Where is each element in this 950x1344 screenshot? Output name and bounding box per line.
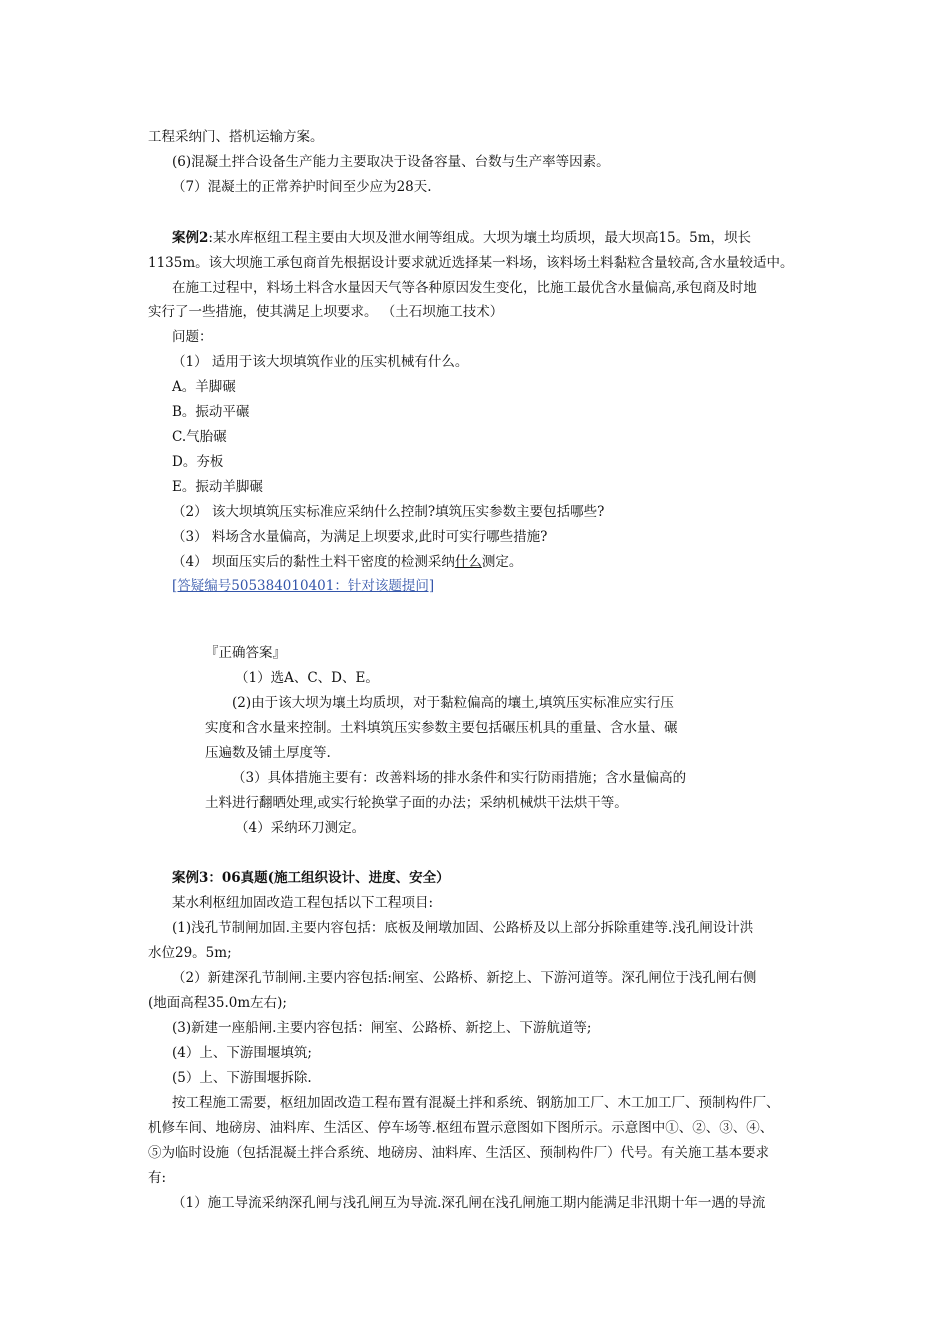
option-a: A。羊脚碾 [172, 379, 236, 395]
question-4-underlined: 什么 [454, 554, 482, 570]
item-5: (5）上、下游围堰拆除. [172, 1070, 312, 1086]
text-line: 工程采纳门、搭机运输方案。 [148, 129, 324, 145]
case3-title: 案例3：06真题(施工组织设计、进度、安全） [172, 870, 450, 886]
answer-2-cont: 压遍数及铺土厚度等. [205, 745, 331, 761]
answer-2: (2)由于该大坝为壤土均质坝，对于黏粒偏高的壤土,填筑压实标准应实行压 [232, 695, 674, 711]
option-d: D。夯板 [172, 454, 224, 470]
item-1: (1)浅孔节制闸加固.主要内容包括：底板及闸墩加固、公路桥及以上部分拆除重建等.浅孔闸设计洪 [172, 920, 754, 936]
case2-first-line [172, 229, 751, 247]
item-2: （2）新建深孔节制闸.主要内容包括:闸室、公路桥、新挖上、下游河道等。深孔闸位于浅孔闸右侧 [172, 970, 757, 986]
answer-title: 『正确答案』 [205, 645, 286, 661]
question-4-text: （4） 坝面压实后的黏性土料干密度的检测采纳 [172, 554, 455, 570]
item-4: (4）上、下游围堰填筑; [172, 1045, 312, 1061]
question-label: 问题： [172, 329, 213, 345]
item-3: (3)新建一座船闸.主要内容包括：闸室、公路桥、新挖上、下游航道等; [172, 1020, 592, 1036]
question-1: （1） 适用于该大坝填筑作业的压实机械有什么。 [172, 354, 469, 370]
ask-question-link[interactable]: [答疑编号505384010401：针对该题提问] [172, 578, 435, 594]
question-4-text-end: 测定。 [481, 554, 523, 570]
answer-1: （1）选A、C、D、E。 [235, 670, 379, 686]
answer-4: （4）采纳环刀测定。 [235, 820, 366, 836]
question-4 [172, 553, 522, 571]
case2-text: :某水库枢纽工程主要由大坝及泄水闸等组成。大坝为壤土均质坝，最大坝高15。5m，坝长 [208, 230, 752, 246]
text-line: 实行了一些措施，使其满足上坝要求。 （土石坝施工技术） [148, 304, 504, 320]
text-line: 有: [148, 1170, 167, 1186]
question-3: （3） 料场含水量偏高，为满足上坝要求,此时可实行哪些措施? [172, 529, 548, 545]
question-2: （2） 该大坝填筑压实标准应采纳什么控制?填筑压实参数主要包括哪些? [172, 504, 605, 520]
text-line: 某水利枢纽加固改造工程包括以下工程项目: [172, 895, 434, 911]
answer-3: （3）具体措施主要有：改善料场的排水条件和实行防雨措施；含水量偏高的 [232, 770, 687, 786]
requirement-1: （1）施工导流采纳深孔闸与浅孔闸互为导流.深孔闸在浅孔闸施工期内能满足非汛期十年一遇的导流 [172, 1195, 766, 1211]
option-c: C.气胎碾 [172, 429, 227, 445]
item-1-cont: 水位29。5m; [148, 945, 232, 961]
text-line: 机修车间、地磅房、油料库、生活区、停车场等.枢纽布置示意图如下图所示。示意图中①、②、③、④、 [148, 1120, 774, 1136]
text-line: ⑤为临时设施（包括混凝土拌合系统、地磅房、油料库、生活区、预制构件厂）代号。有关施工基本要求 [148, 1145, 769, 1161]
text-line: （7）混凝土的正常养护时间至少应为28天. [172, 179, 432, 195]
text-line: 1135m。该大坝施工承包商首先根据设计要求就近选择某一料场，该料场土料黏粒含量较高,含水量较适中。 [148, 255, 794, 271]
case2-label: 案例2 [172, 230, 209, 246]
answer-3-cont: 土料进行翻晒处理,或实行轮换掌子面的办法；采纳机械烘干法烘干等。 [205, 795, 628, 811]
item-2-cont: (地面高程35.0m左右); [148, 995, 287, 1011]
option-b: B。振动平碾 [172, 404, 250, 420]
answer-2-cont: 实度和含水量来控制。土料填筑压实参数主要包括碾压机具的重量、含水量、碾 [205, 720, 678, 736]
text-line: (6)混凝土拌合设备生产能力主要取决于设备容量、台数与生产率等因素。 [172, 154, 610, 170]
option-e: E。振动羊脚碾 [172, 479, 263, 495]
text-line: 按工程施工需要，枢纽加固改造工程布置有混凝土拌和系统、钢筋加工厂、木工加工厂、预制构件厂、 [172, 1095, 780, 1111]
text-line: 在施工过程中，料场土料含水量因天气等各种原因发生变化，比施工最优含水量偏高,承包商及时地 [172, 280, 757, 296]
